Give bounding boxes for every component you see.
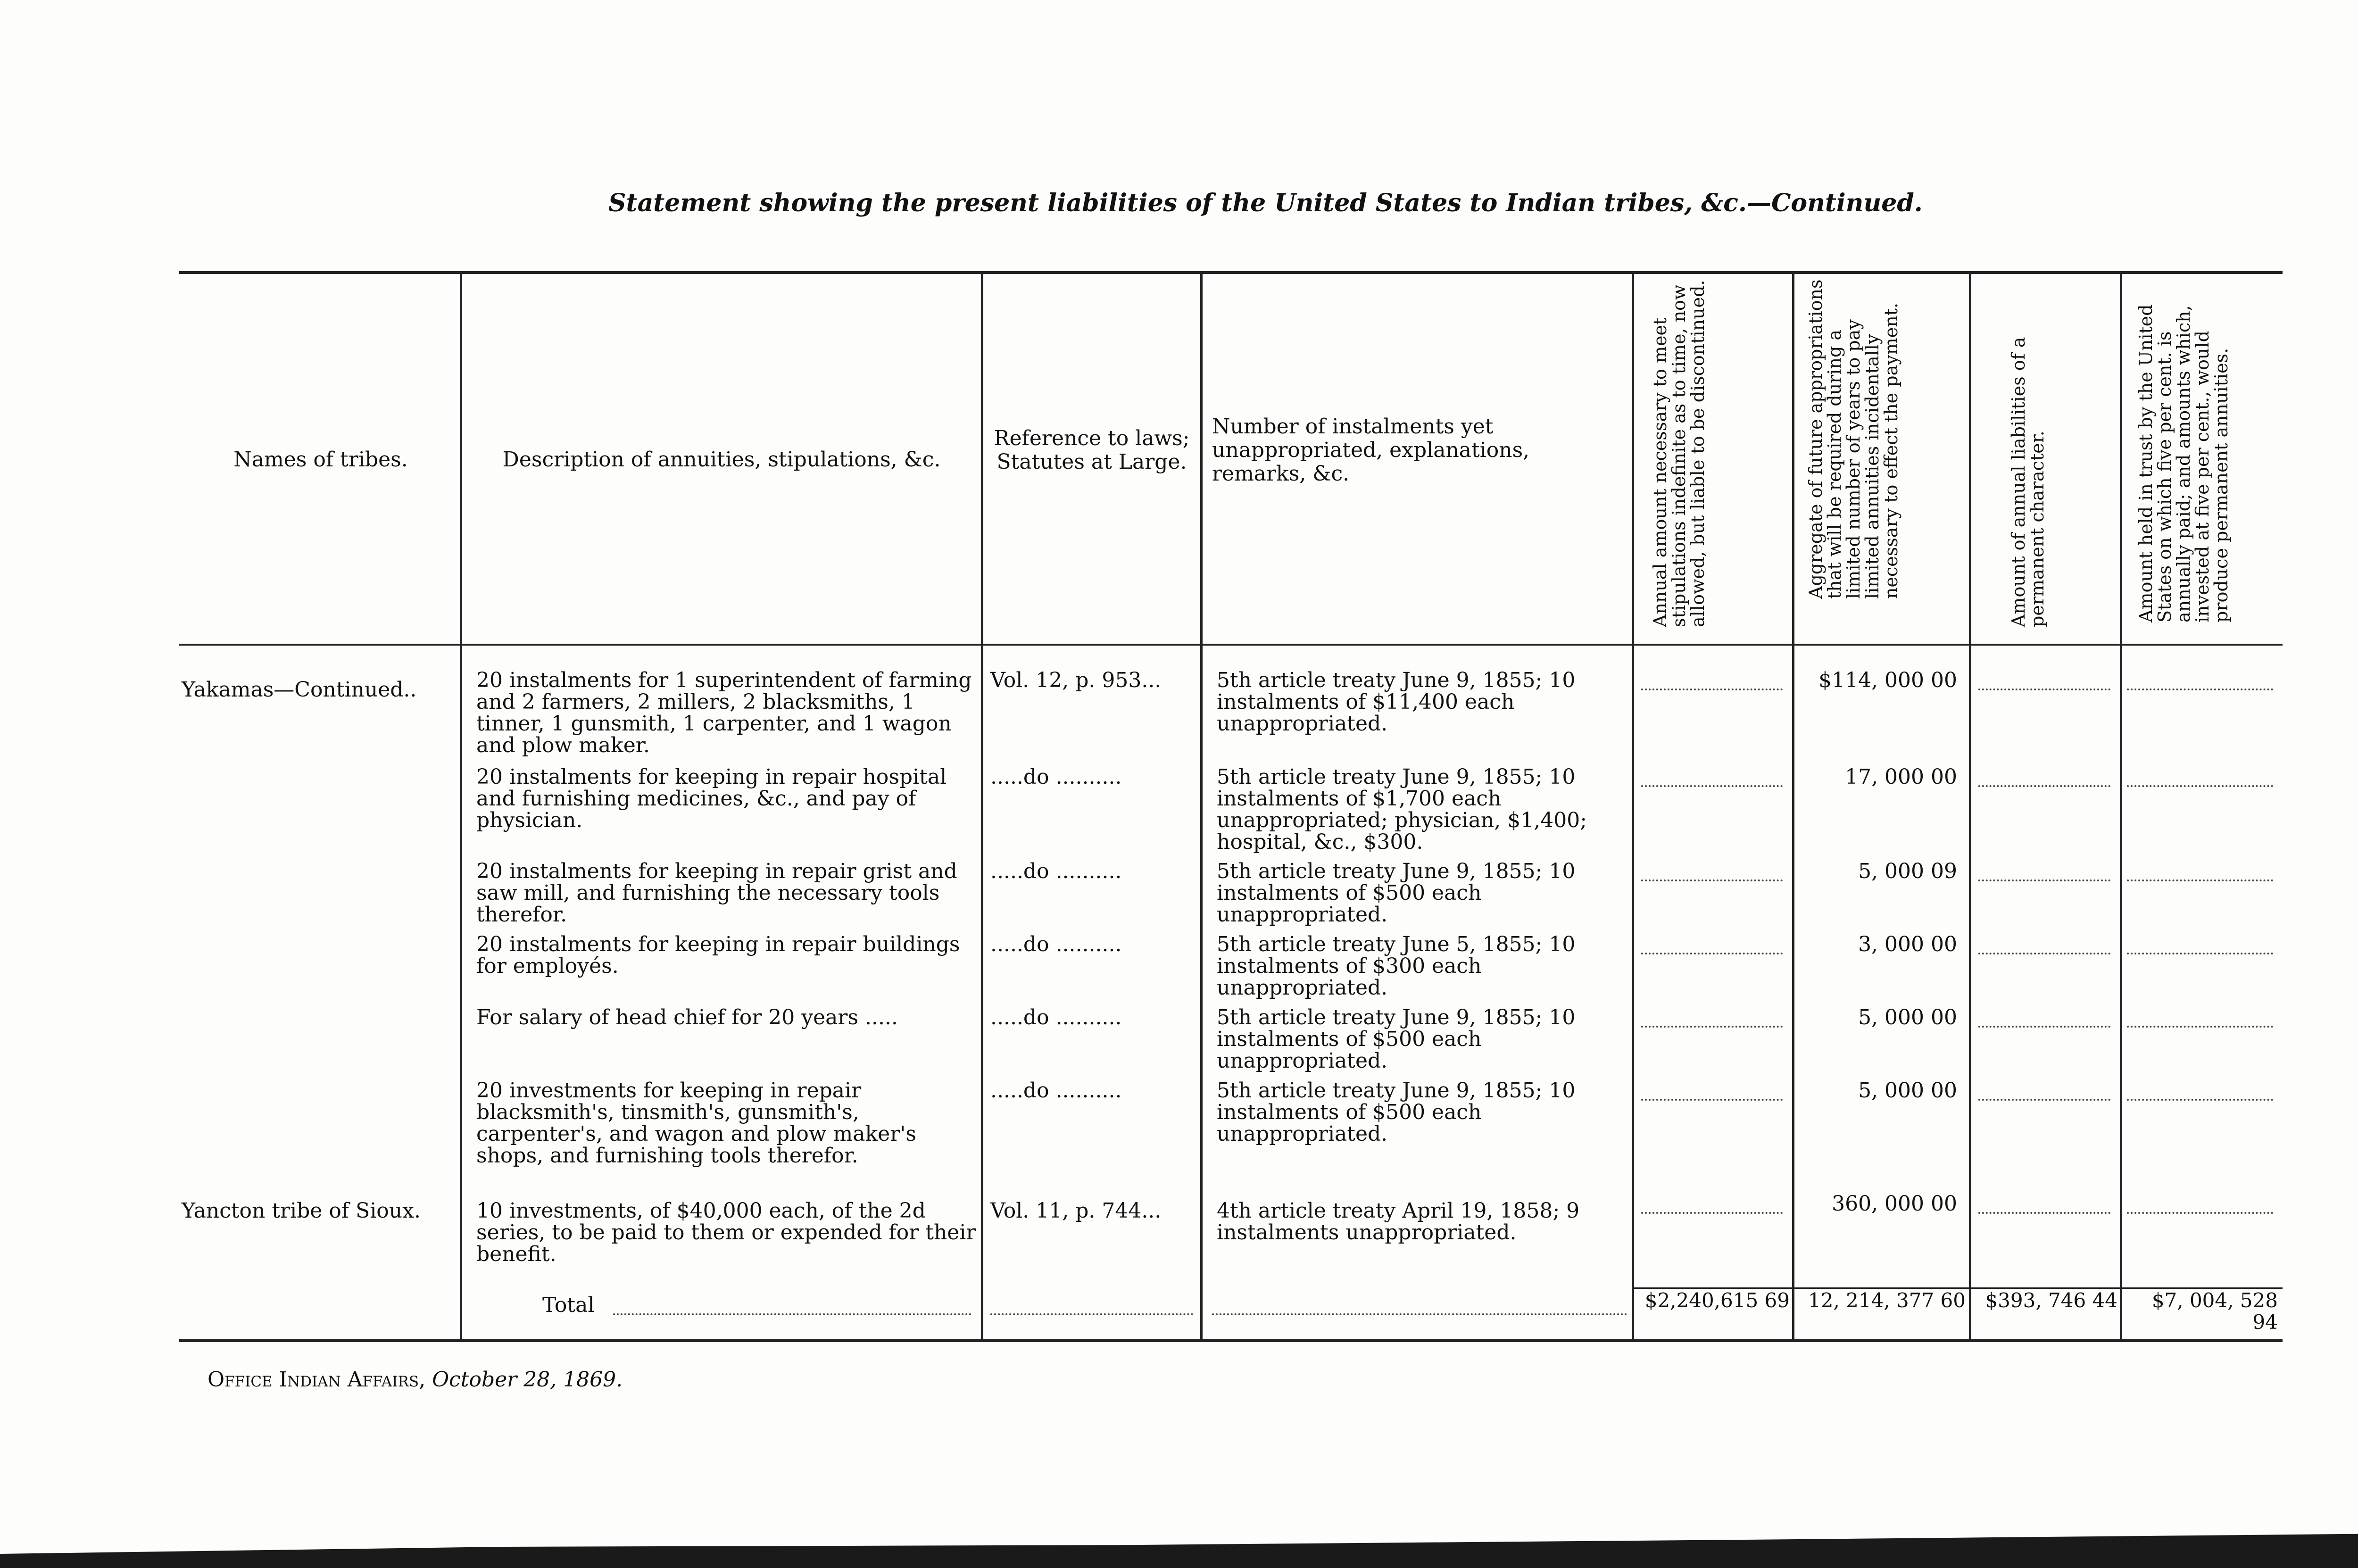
total-annual: $2,240,615 69 [1644, 1289, 1790, 1312]
dot-leader [1978, 689, 2110, 690]
table-row-reference: .....do .......... [990, 765, 1122, 789]
dot-leader [1978, 1212, 2110, 1214]
dot-leader [1641, 1026, 1783, 1028]
dot-leader [2127, 1026, 2273, 1028]
scan-edge [0, 1533, 2358, 1568]
header-tribe: Names of tribes. [233, 448, 408, 472]
dot-leader [1978, 1099, 2110, 1101]
table-row-remarks: 5th article treaty June 9, 1855; 10 instalments of $500 each unappropriated. [1217, 1005, 1576, 1073]
table-row-remarks: 5th article treaty June 5, 1855; 10 instalments of $300 each unappropriated. [1217, 932, 1576, 1000]
table-row-reference: .....do .......... [990, 1079, 1122, 1103]
col-divider [1632, 271, 1634, 1342]
table-row-remarks: 5th article treaty June 9, 1855; 10 instalments of $1,700 each unappropriated; physician, $1,400; hospital, &c., $300. [1217, 765, 1587, 854]
table-row-reference: Vol. 12, p. 953... [990, 668, 1162, 692]
table-bottom-rule [179, 1339, 2283, 1342]
dot-leader [1212, 1313, 1627, 1315]
table-row-description: 10 investments, of $40,000 each, of the 2d series, to be paid to them or expended for their benefit. [476, 1199, 976, 1266]
col-divider [460, 271, 462, 1342]
dot-leader [1641, 879, 1783, 881]
header-instalments: Number of instalments yet unappropriated, explanations, remarks, &c. [1212, 415, 1530, 486]
total-permanent: $393, 746 44 [1985, 1289, 2117, 1312]
total-trust: $7, 004, 528 94 [2151, 1289, 2278, 1334]
table-row-reference: .....do .......... [990, 932, 1122, 956]
table-row-aggregate: 5, 000 09 [1858, 859, 1957, 883]
table-row-aggregate: 17, 000 00 [1845, 765, 1957, 789]
table-top-rule [179, 271, 2283, 274]
dot-leader [2127, 785, 2273, 787]
dot-leader [2127, 1212, 2273, 1214]
table-row-remarks: 5th article treaty June 9, 1855; 10 instalments of $500 each unappropriated. [1217, 1079, 1576, 1146]
dot-leader [1978, 785, 2110, 787]
table-row-reference: Vol. 11, p. 744... [990, 1199, 1162, 1223]
col-divider [1200, 271, 1203, 1342]
table-row-aggregate: 360, 000 00 [1832, 1192, 1957, 1216]
header-permanent: Amount of annual liabilities of a permanent character. [2008, 337, 2048, 627]
table-row-description: 20 investments for keeping in repair blacksmith's, tinsmith's, gunsmith's, carpenter's, and wagon and plow maker's shops, and furnishing tools therefor. [476, 1079, 916, 1168]
dot-leader [1978, 879, 2110, 881]
header-description: Description of annuities, stipulations, &c. [502, 448, 941, 472]
total-aggregate: 12, 214, 377 60 [1808, 1289, 1966, 1312]
table-row-description: 20 instalments for keeping in repair buildings for employés. [476, 932, 960, 978]
table-row-remarks: 4th article treaty April 19, 1858; 9 instalments unappropriated. [1217, 1199, 1580, 1244]
table-row-aggregate: 5, 000 00 [1858, 1005, 1957, 1029]
col-divider [1792, 271, 1794, 1342]
dot-leader [1641, 785, 1783, 787]
header-reference: Reference to laws; Statutes at Large. [994, 426, 1190, 474]
dot-leader [1641, 1099, 1783, 1101]
table-row-description: 20 instalments for keeping in repair grist and saw mill, and furnishing the necessary tools therefor. [476, 859, 957, 927]
table-row-aggregate: 3, 000 00 [1858, 932, 1957, 956]
dot-leader [1641, 953, 1783, 954]
dot-leader [1641, 1212, 1783, 1214]
footer [208, 1368, 623, 1392]
footer-office: Office Indian Affairs, [208, 1368, 426, 1392]
dot-leader [2127, 953, 2273, 954]
footer-date: October 28, 1869. [432, 1368, 623, 1392]
table-row-tribe: Yancton tribe of Sioux. [182, 1199, 421, 1223]
col-divider [981, 271, 983, 1342]
table-row-aggregate: 5, 000 00 [1858, 1079, 1957, 1103]
dot-leader [990, 1313, 1193, 1315]
table-row-remarks: 5th article treaty June 9, 1855; 10 instalments of $11,400 each unappropriated. [1217, 668, 1576, 736]
header-annual: Annual amount necessary to meet stipulations indefinite as to time, now allowed, but liable to be discontinued. [1650, 280, 1708, 627]
dot-leader [2127, 689, 2273, 690]
dot-leader [2127, 1099, 2273, 1101]
dot-leader [2127, 879, 2273, 881]
header-rule [179, 644, 2283, 646]
col-divider [1969, 271, 1971, 1342]
dot-leader [1978, 1026, 2110, 1028]
col-divider [2120, 271, 2122, 1342]
page-title: Statement showing the present liabilities of the United States to Indian tribes, &c.—Continued. [608, 189, 1923, 217]
table-row-reference: .....do .......... [990, 859, 1122, 883]
running-head [2330, 198, 2358, 1330]
table-row-tribe: Yakamas—Continued.. [182, 678, 417, 702]
table-row-description: 20 instalments for keeping in repair hospital and furnishing medicines, &c., and pay of physician. [476, 765, 947, 832]
table-row-description: 20 instalments for 1 superintendent of farming and 2 farmers, 2 millers, 2 blacksmiths, 1 tinner, 1 gunsmith, 1 carpenter, and 1 wagon and plow maker. [476, 668, 972, 757]
dot-leader [613, 1313, 971, 1315]
header-aggregate: Aggregate of future appropriations that will be required during a limited number of years to pay limited annuities incidentally necessary to effect the payment. [1805, 279, 1901, 599]
header-trust: Amount held in trust by the United States on which five per cent. is annually paid; and amounts which, invested at five per cent., would produce permanent annuities. [2135, 304, 2232, 622]
table-row-remarks: 5th article treaty June 9, 1855; 10 instalments of $500 each unappropriated. [1217, 859, 1576, 927]
table-row-reference: .....do .......... [990, 1005, 1122, 1029]
total-label: Total [542, 1293, 595, 1317]
dot-leader [1641, 689, 1783, 690]
table-row-description: For salary of head chief for 20 years ..... [476, 1005, 898, 1029]
table-row-aggregate: $114, 000 00 [1818, 668, 1957, 692]
dot-leader [1978, 953, 2110, 954]
